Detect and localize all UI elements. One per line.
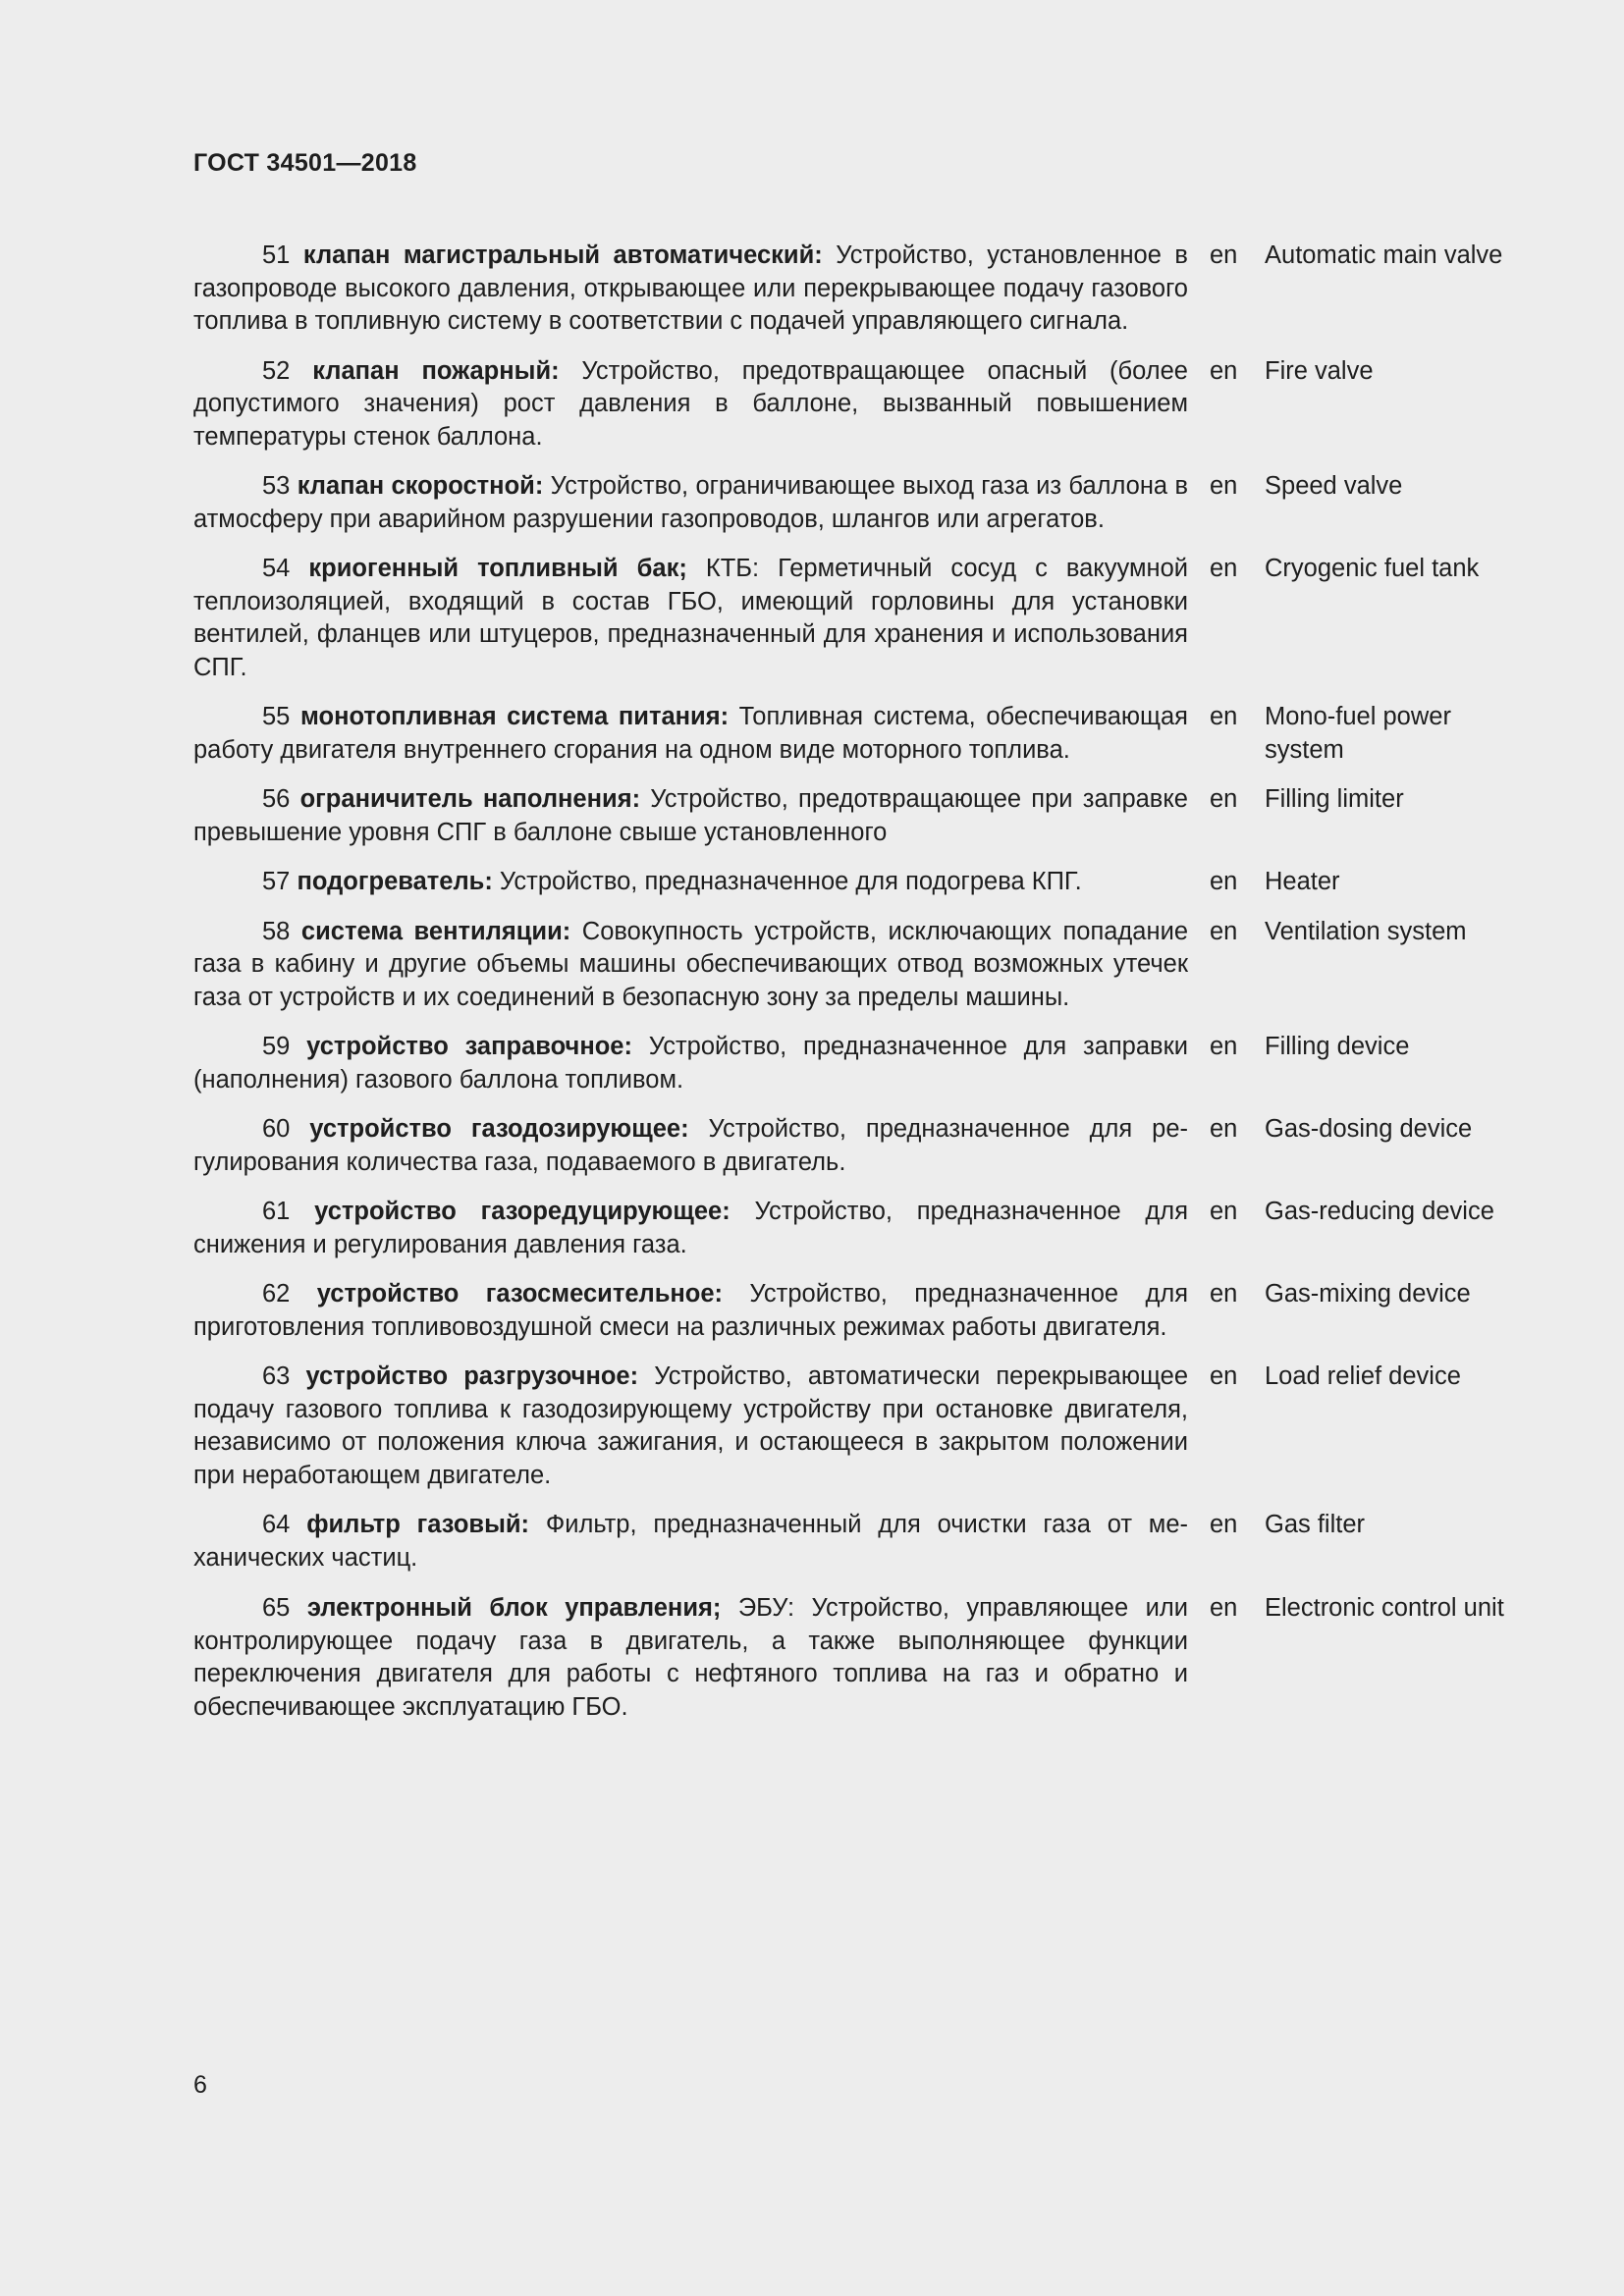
term-language-code: en	[1210, 1362, 1238, 1390]
term-title: клапан магистральный автоматический:	[302, 241, 823, 269]
term-title: фильтр газовый:	[306, 1511, 530, 1538]
term-number: 62	[262, 1280, 291, 1308]
term-english-equivalent: Speed valve	[1265, 472, 1403, 500]
term-definition: Устройство, предназначенное для снижения и регулирования давления газа.	[193, 1198, 1188, 1258]
term-number: 56	[262, 785, 291, 813]
term-definition: Устройство, ограничивающее выход газа из баллона в атмосферу при аварийном разрушении газопроводов, шлангов или агрегатов.	[193, 472, 1188, 533]
term-english-equivalent: Cryogenic fuel tank	[1265, 555, 1480, 582]
terms-list	[193, 240, 1509, 1740]
term-title: электронный блок управления;	[306, 1594, 722, 1622]
term-definition: Топливная система, обеспечивающая работу двигателя внутреннего сгорания на одном виде моторного топлива.	[193, 703, 1188, 764]
term-entry-64	[193, 1509, 1509, 1575]
term-english-equivalent: Heater	[1265, 868, 1340, 895]
term-english-equivalent: Fire valve	[1265, 356, 1374, 385]
term-entry-60	[193, 1113, 1509, 1179]
term-english-equivalent: Mono-fuel power system	[1265, 703, 1451, 764]
term-number: 57	[262, 868, 291, 895]
term-definition: Фильтр, предназначенный для очистки газа от механических частиц.	[193, 1511, 1189, 1572]
term-text	[193, 783, 1188, 849]
term-text	[193, 1592, 1188, 1724]
term-definition: Устройство, предназначенное для заправки (наполнения) газового баллона топливом.	[193, 1033, 1188, 1094]
term-entry-62	[193, 1278, 1509, 1344]
term-english-equivalent: Ventilation system	[1265, 917, 1467, 945]
term-text	[193, 470, 1188, 536]
term-entry-51	[193, 240, 1509, 339]
term-text	[193, 1361, 1188, 1492]
term-language-code: en	[1210, 917, 1238, 945]
term-title: клапан пожарный:	[312, 356, 560, 385]
term-english-equivalent: Gas-reducing device	[1265, 1198, 1494, 1225]
term-definition: Устройство, установленное в газопроводе высокого давления, открывающее или перекрывающее подачу газового топлива в топливную систему в соответствии с подачей управляющего сигнала.	[193, 241, 1188, 335]
term-number: 52	[262, 356, 291, 385]
term-entry-59	[193, 1031, 1509, 1096]
term-english-equivalent: Electronic control unit	[1265, 1594, 1504, 1622]
term-text	[193, 553, 1188, 684]
term-text	[193, 1113, 1188, 1179]
term-number: 63	[262, 1362, 291, 1390]
term-definition: Устройство, предотвращающее при заправке превышение уровня СПГ в баллоне свыше установленного	[193, 785, 1188, 846]
term-language-code: en	[1210, 785, 1238, 813]
term-entry-65	[193, 1592, 1509, 1724]
term-entry-61	[193, 1196, 1509, 1261]
term-title: устройство заправочное:	[306, 1033, 632, 1060]
term-title: устройство разгрузочное:	[305, 1362, 639, 1390]
term-text	[193, 240, 1188, 339]
term-language-code: en	[1210, 1033, 1238, 1060]
term-title: устройство газоредуцирующее:	[314, 1198, 731, 1225]
term-number: 54	[262, 555, 291, 582]
term-language-code: en	[1210, 241, 1238, 269]
term-language-code: en	[1210, 868, 1238, 895]
term-english-equivalent: Filling device	[1265, 1033, 1410, 1060]
term-language-code: en	[1210, 1594, 1238, 1622]
term-number: 58	[262, 917, 291, 945]
term-number: 51	[262, 241, 291, 269]
term-text	[193, 1031, 1188, 1096]
term-number: 59	[262, 1033, 291, 1060]
term-language-code: en	[1210, 555, 1238, 582]
term-english-equivalent: Gas-dosing device	[1265, 1115, 1473, 1143]
term-entry-63	[193, 1361, 1509, 1492]
term-entry-56	[193, 783, 1509, 849]
term-language-code: en	[1210, 1198, 1238, 1225]
term-entry-52	[193, 355, 1509, 454]
term-number: 61	[262, 1198, 291, 1225]
term-title: криогенный топливный бак;	[308, 555, 687, 582]
term-definition: Устройство, предназначенное для регулирования количества газа, подаваемого в двигатель.	[193, 1115, 1189, 1176]
term-entry-57	[193, 866, 1509, 899]
term-entry-58	[193, 916, 1509, 1015]
term-title: устройство газодозирующее:	[309, 1115, 689, 1143]
term-english-equivalent: Load relief device	[1265, 1362, 1461, 1390]
term-entry-55	[193, 701, 1509, 767]
term-language-code: en	[1210, 1115, 1238, 1143]
term-language-code: en	[1210, 1511, 1238, 1538]
page-number: 6	[193, 2071, 207, 2099]
term-language-code: en	[1210, 472, 1238, 500]
document-code-header: ГОСТ 34501—2018	[193, 149, 417, 177]
term-english-equivalent: Filling limiter	[1265, 785, 1404, 813]
term-text	[193, 866, 1188, 899]
term-definition: Устройство, автоматически перекрывающее подачу газового топлива к газодозирующему устройству при остановке двигателя, независимо от положения ключа зажигания, и остающееся в закрытом положении при неработающем двигателе.	[193, 1362, 1189, 1489]
term-entry-54	[193, 553, 1509, 684]
term-definition: Устройство, предотвращающее опасный (более допустимого значения) рост давления в баллоне, вызванный повышением температуры стенок баллона.	[193, 356, 1188, 451]
term-definition: КТБ: Герметичный сосуд с вакуумной теплоизоляцией, входящий в состав ГБО, имеющий горловины для установки вентилей, фланцев или штуцеров, предназначенный для хранения и использования СПГ.	[193, 555, 1189, 681]
term-title: подогреватель:	[297, 868, 493, 895]
term-english-equivalent: Automatic main valve	[1265, 241, 1503, 269]
term-english-equivalent: Gas-mixing device	[1265, 1280, 1471, 1308]
term-definition: ЭБУ: Устройство, управляющее или контролирующее подачу газа в двигатель, а также выполняющее функции переключения двигателя для работы с нефтяного топлива на газ и обратно и обеспечивающее эксплуатацию ГБО.	[193, 1594, 1188, 1721]
term-title: ограничитель наполнения:	[299, 785, 641, 813]
term-text	[193, 1278, 1188, 1344]
term-definition: Устройство, предназначенное для приготовления топливовоздушной смеси на различных режимах работы двигателя.	[193, 1280, 1189, 1341]
term-number: 53	[262, 472, 291, 500]
term-text	[193, 1196, 1188, 1261]
term-number: 65	[262, 1594, 291, 1622]
term-language-code: en	[1210, 1280, 1238, 1308]
term-language-code: en	[1210, 703, 1238, 730]
term-title: монотопливная система питания:	[299, 703, 730, 730]
term-title: клапан скоростной:	[297, 472, 544, 500]
term-title: система вентиляции:	[300, 917, 571, 945]
term-title: устройство газосмесительное:	[316, 1280, 724, 1308]
term-english-equivalent: Gas filter	[1265, 1511, 1366, 1538]
term-entry-53	[193, 470, 1509, 536]
term-language-code: en	[1210, 356, 1238, 385]
term-definition: Совокупность устройств, исключающих попадание газа в кабину и другие объемы машины обеспечивающих отвод возможных утечек газа от устройств и их соединений в безопасную зону за пределы машины.	[193, 917, 1189, 1011]
term-text	[193, 1509, 1188, 1575]
term-definition: Устройство, предназначенное для подогрева КПГ.	[492, 868, 1082, 895]
term-number: 55	[262, 703, 291, 730]
term-number: 64	[262, 1511, 291, 1538]
term-text	[193, 701, 1188, 767]
term-text	[193, 916, 1188, 1015]
term-text	[193, 355, 1188, 454]
term-number: 60	[262, 1115, 291, 1143]
